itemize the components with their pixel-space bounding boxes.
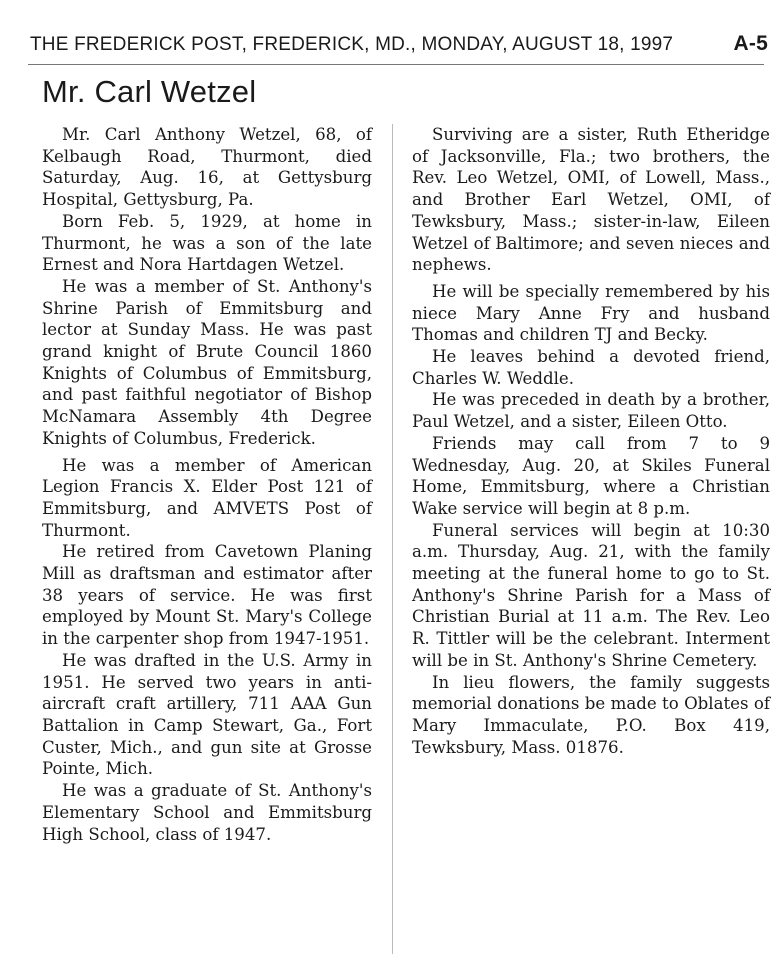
masthead	[30, 32, 768, 56]
paragraph: In lieu flowers, the family suggests memorial donations be made to Oblates of Mary Immaculate, P.O. Box 419, Tewksbury, Mass. 01876.	[412, 672, 770, 757]
paragraph: He leaves behind a devoted friend, Charles W. Weddle.	[412, 347, 770, 388]
paragraph: He was a member of St. Anthony's Shrine Parish of Emmitsburg and lector at Sunday Mass. He was past grand knight of Brute Council 1860 Knights of Columbus of Emmitsburg, and past faithful negotiator of Bishop McNamara Assembly 4th Degree Knights of Columbus, Frederick.	[42, 276, 372, 448]
paragraph: He was a graduate of St. Anthony's Elementary School and Emmitsburg High School, class of 1947.	[42, 781, 372, 844]
paragraph: Mr. Carl Anthony Wetzel, 68, of Kelbaugh Road, Thurmont, died Saturday, Aug. 16, at Gettysburg Hospital, Gettysburg, Pa.	[42, 125, 372, 210]
paragraph: Funeral services will begin at 10:30 a.m. Thursday, Aug. 21, with the family meeting at the funeral home to go to St. Anthony's Shrine Parish for a Mass of Christian Burial at 11 a.m. The Rev. Leo R. Tittler will be the celebrant. Interment will be in St. Anthony's Shrine Cemetery.	[412, 520, 770, 670]
left-column	[42, 124, 372, 845]
paragraph: He retired from Cavetown Planing Mill as draftsman and estimator after 38 years of service. He was first employed by Mount St. Mary's College in the carpenter shop from 1947-1951.	[42, 542, 372, 649]
masthead-text: THE FREDERICK POST, FREDERICK, MD., MONDAY, AUGUST 18, 1997	[30, 34, 674, 55]
paragraph: Surviving are a sister, Ruth Etheridge of Jacksonville, Fla.; two brothers, the Rev. Leo Wetzel, OMI, of Lowell, Mass., and Brother Earl Wetzel, OMI, of Tewksbury, Mass.; sister-in-law, Eileen Wetzel of Baltimore; and seven nieces and nephews.	[412, 125, 770, 275]
paragraph: Born Feb. 5, 1929, at home in Thurmont, he was a son of the late Ernest and Nora Hartdagen Wetzel.	[42, 211, 372, 275]
masthead-rule	[28, 64, 764, 65]
paragraph: He was a member of American Legion Francis X. Elder Post 121 of Emmitsburg, and AMVETS Post of Thurmont.	[42, 455, 372, 540]
page-number: A-5	[733, 32, 768, 55]
paragraph: He was drafted in the U.S. Army in 1951. He served two years in anti-aircraft craft artillery, 711 AAA Gun Battalion in Camp Stewart, Ga., Fort Custer, Mich., and gun site at Grosse Pointe, Mich.	[42, 650, 372, 779]
column-divider	[392, 124, 393, 954]
right-column	[412, 124, 770, 758]
paragraph: He will be specially remembered by his niece Mary Anne Fry and husband Thomas and children TJ and Becky.	[412, 281, 770, 345]
paragraph: He was preceded in death by a brother, Paul Wetzel, and a sister, Eileen Otto.	[412, 390, 770, 432]
obituary-headline: Mr. Carl Wetzel	[42, 74, 257, 109]
paragraph: Friends may call from 7 to 9 Wednesday, Aug. 20, at Skiles Funeral Home, Emmitsburg, where a Christian Wake service will begin at 8 p.m.	[412, 433, 770, 518]
